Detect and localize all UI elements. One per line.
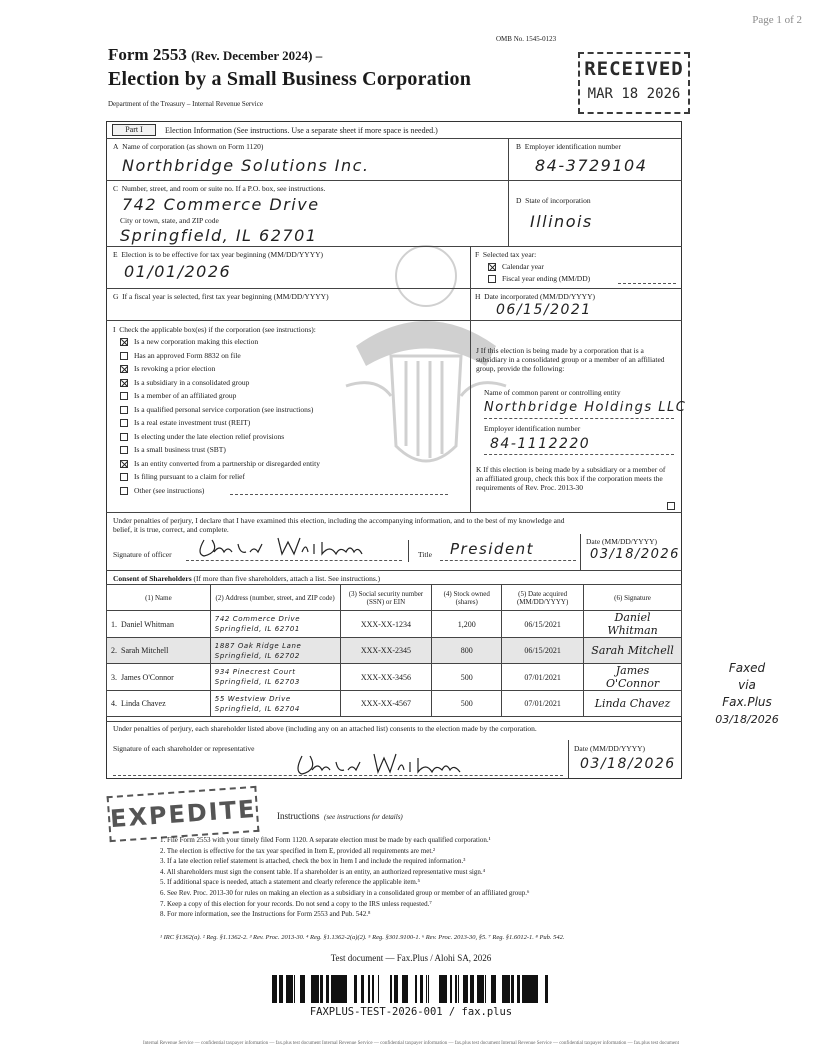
barcode-bar (372, 975, 373, 1003)
barcode-bar (465, 975, 467, 1003)
item-f-letter: F (475, 250, 480, 259)
barcode-bar (517, 975, 520, 1003)
department-line: Department of the Treasury – Internal Revenue Service (108, 100, 263, 108)
date-incorporated-value[interactable]: 06/15/2021 (496, 302, 592, 318)
item-k-letter: K (476, 465, 482, 474)
officer-signature-label: Signature of officer (113, 550, 172, 559)
shareholder-date-value[interactable]: 03/18/2026 (580, 756, 676, 772)
barcode-bar (482, 975, 484, 1003)
barcode-bar (311, 975, 313, 1003)
item-c-letter: C (113, 184, 119, 193)
state-of-incorporation-value[interactable]: Illinois (530, 212, 593, 231)
item-i-option[interactable] (120, 363, 215, 374)
barcode-bar (444, 975, 447, 1003)
divider (106, 320, 682, 321)
item-c-label (113, 184, 325, 193)
barcode-bar (415, 975, 417, 1003)
fax-annotation-line3: Fax.Plus (722, 695, 772, 709)
officer-signature[interactable] (190, 534, 400, 560)
barcode-bar (456, 975, 457, 1003)
barcode-bar (291, 975, 293, 1003)
barcode-bar (345, 975, 347, 1003)
shareholder-row (107, 638, 682, 664)
item-a-label (113, 142, 263, 151)
instructions-heading (277, 811, 403, 821)
instruction-item: 3. If a late election relief statement is attached, check the box in Item I and include the required information.³ (160, 857, 466, 866)
fiscal-year-label: Fiscal year ending (MM/DD) (502, 274, 591, 283)
shareholder-date-cell[interactable]: 07/01/2021 (502, 691, 584, 717)
barcode-bar (494, 975, 496, 1003)
instruction-item: 4. All shareholders must sign the consent table. If a shareholder is an entity, an authorized representative must sign.⁴ (160, 867, 486, 876)
expedite-stamp: EXPEDITE (107, 786, 260, 842)
item-e-text: Election is to be effective for tax year beginning (MM/DD/YYYY) (121, 250, 324, 259)
shareholder-signature[interactable] (290, 748, 480, 778)
divider (106, 246, 682, 247)
officer-signature-scribble (190, 534, 400, 560)
divider (470, 320, 471, 512)
barcode-bar (458, 975, 459, 1003)
barcode-bar (479, 975, 482, 1003)
divider (106, 180, 682, 181)
shareholder-shares-cell[interactable]: 500 (432, 664, 502, 691)
declaration-text: Under penalties of perjury, I declare that I have examined this election, including the accompanying information, and to the best of my knowledge and belief, it is true, correct, and complete. (113, 516, 565, 534)
address-line1: 934 Pinecrest Court (214, 668, 296, 676)
item-i-checkbox[interactable] (120, 419, 128, 427)
part-label: Part I (112, 124, 156, 136)
divider (508, 138, 509, 180)
item-g-label (113, 292, 329, 301)
barcode-bar (378, 975, 379, 1003)
shareholder-date-cell[interactable]: 07/01/2021 (502, 664, 584, 691)
row-number: 1. (111, 619, 117, 629)
other-input-line[interactable] (230, 494, 448, 495)
title-line (440, 560, 576, 561)
received-stamp (578, 52, 690, 114)
page-indicator: Page 1 of 2 (752, 14, 802, 26)
item-i-option-label: Is a real estate investment trust (REIT) (134, 418, 251, 427)
divider (580, 534, 581, 570)
shareholder-shares-cell[interactable]: 500 (432, 691, 502, 717)
footnotes: ¹ IRC §1362(a). ² Reg. §1.1362-2. ³ Rev. Proc. 2013-30. ⁴ Reg. §1.1362-2(a)(2). ⁵ Reg. §301.9100-1. ⁶ Rev. Proc. 2013-30, §5. ⁷ Reg. §1.6012-1. ⁸ Pub. 542. (160, 934, 565, 941)
form-number (108, 45, 322, 65)
divider (106, 288, 682, 289)
consent-title-row (113, 574, 380, 583)
shareholder-name: Linda Chavez (121, 699, 166, 708)
barcode-bar (507, 975, 510, 1003)
barcode-bar (354, 975, 357, 1003)
barcode-bar (395, 975, 398, 1003)
item-i-checkbox[interactable] (120, 487, 128, 495)
barcode-bar (530, 975, 531, 1003)
item-i-checkbox[interactable] (120, 352, 128, 360)
item-a-letter: A (113, 142, 119, 151)
item-i-option-label: Is a small business trust (SBT) (134, 445, 226, 454)
barcode-bar (373, 975, 374, 1003)
barcode-bar (402, 975, 405, 1003)
barcode-bar (368, 975, 370, 1003)
barcode-bar (477, 975, 479, 1003)
item-h-label (475, 292, 595, 301)
item-i-option[interactable] (120, 471, 245, 482)
item-i-option-label: Is revoking a prior election (134, 364, 216, 373)
shareholder-name-cell[interactable] (107, 638, 211, 664)
barcode-bar (279, 975, 282, 1003)
barcode-bar (394, 975, 395, 1003)
barcode-bar (303, 975, 305, 1003)
column-header-name: (1) Name (107, 585, 211, 611)
item-i-checkbox[interactable] (120, 460, 128, 468)
item-i-option[interactable] (120, 404, 313, 415)
divider (106, 138, 682, 139)
shareholder-date-label: Date (MM/DD/YYYY) (574, 744, 646, 753)
shareholder-date-cell[interactable]: 06/15/2021 (502, 638, 584, 664)
item-i-option-label: Is a new corporation making this election (134, 337, 259, 346)
barcode-bar (463, 975, 465, 1003)
fiscal-year-checkbox[interactable] (488, 275, 496, 283)
item-i-option[interactable] (120, 431, 284, 442)
test-document-line: Test document — Fax.Plus / Alohi SA, 2026 (330, 953, 492, 963)
instruction-item: 8. For more information, see the Instructions for Form 2553 and Pub. 542.⁸ (160, 910, 371, 919)
address-line1: 55 Westview Drive (214, 694, 291, 703)
instruction-item: 5. If additional space is needed, attach a statement and clearly reference the applicable item.⁵ (160, 878, 420, 887)
barcode-bar (286, 975, 288, 1003)
barcode-bar (451, 975, 452, 1003)
barcode-bar (493, 975, 494, 1003)
barcode-bar (534, 975, 536, 1003)
shareholder-row (107, 611, 682, 638)
shareholder-date-cell[interactable]: 06/15/2021 (502, 611, 584, 638)
shareholder-table (106, 584, 682, 717)
item-k-block (476, 465, 666, 492)
item-i-option[interactable] (120, 485, 204, 496)
barcode-bar (491, 975, 493, 1003)
divider (408, 540, 409, 562)
barcode-bar (274, 975, 276, 1003)
consent-subtitle: (If more than five shareholders, attach a list. See instructions.) (193, 574, 381, 583)
barcode-bar (470, 975, 473, 1003)
instruction-item: 6. See Rev. Proc. 2013-30 for rules on making an election as a subsidiary in a consolidated group or member of an affiliated group.⁶ (160, 888, 530, 897)
ein-value[interactable]: 84-3729104 (535, 156, 648, 175)
shareholder-signature-line (113, 775, 563, 776)
shareholder-ssn-cell[interactable]: XXX-XX-3456 (340, 664, 432, 691)
barcode-bar (361, 975, 364, 1003)
item-b-label (516, 142, 621, 151)
shareholder-rows (107, 611, 682, 717)
parent-entity-value[interactable]: Northbridge Holdings LLC (484, 400, 687, 415)
barcode-bar (339, 975, 340, 1003)
barcode-bar (442, 975, 444, 1003)
barcode-bar (428, 975, 429, 1003)
shareholder-signature-cell[interactable]: Linda Chavez (584, 691, 682, 717)
item-k-text: If this election is being made by a subsidiary or a member of an affiliated group, check this box if the corporation meets the requirements of Rev. Proc. 2013-30 (476, 465, 666, 492)
consent-title: Consent of Shareholders (113, 574, 192, 583)
barcode-bar (527, 975, 530, 1003)
barcode-bar (545, 975, 548, 1003)
officer-title-value[interactable]: President (450, 540, 535, 558)
shareholder-ssn-cell[interactable]: XXX-XX-4567 (340, 691, 432, 717)
item-c-text: Number, street, and room or suite no. If a P.O. box, see instructions. (121, 184, 326, 193)
barcode-bar (320, 975, 323, 1003)
row-number: 2. (111, 646, 117, 655)
barcode-bar (439, 975, 441, 1003)
shareholder-shares-cell[interactable]: 1,200 (432, 611, 502, 638)
column-header-signature: (6) Signature (584, 585, 682, 611)
item-i-option[interactable] (120, 444, 226, 455)
barcode-bar (426, 975, 427, 1003)
item-j-letter: J (476, 346, 479, 355)
shareholder-address-cell[interactable] (210, 611, 340, 638)
parent-label: Name of common parent or controlling entity (484, 388, 621, 397)
received-date: MAR 18 2026 (587, 86, 681, 102)
barcode-bar (467, 975, 468, 1003)
item-i-text: Check the applicable box(es) if the corporation (see instructions): (119, 325, 316, 334)
calendar-year-option[interactable] (488, 262, 544, 271)
item-i-checkbox[interactable] (120, 433, 128, 441)
form-revision: (Rev. December 2024) – (191, 48, 323, 63)
form-title: Election by a Small Business Corporation (108, 68, 472, 90)
shareholder-address-cell[interactable] (210, 691, 340, 717)
shareholder-signature-label: Signature of each shareholder or representative (113, 744, 255, 753)
item-i-option-label: Is an entity converted from a partnership or disregarded entity (134, 458, 320, 468)
officer-date-value[interactable]: 03/18/2026 (590, 547, 680, 562)
barcode-bar (333, 975, 336, 1003)
fax-annotation-line2: via (738, 678, 756, 692)
city-label: City or town, state, and ZIP code (120, 216, 219, 225)
shareholder-address-cell[interactable] (210, 638, 340, 664)
divider (470, 246, 471, 288)
form-name: Form 2553 (108, 45, 187, 64)
item-i-option-label: Is a qualified personal service corporation (see instructions) (134, 404, 314, 414)
received-label: RECEIVED (584, 58, 684, 80)
row-number: 4. (111, 699, 117, 708)
barcode-bar (276, 975, 277, 1003)
item-f-text: Selected tax year: (482, 250, 537, 259)
instruction-item: 1. File Form 2553 with your timely filed Form 1120. A separate election must be made by each qualified corporation.¹ (160, 836, 491, 844)
consent-text: Under penalties of perjury, each shareholder listed above (including any on an attached list) consents to the election made by the corporation. (113, 724, 537, 733)
item-i-checkbox[interactable] (120, 379, 128, 387)
officer-date-label: Date (MM/DD/YYYY) (586, 537, 658, 546)
barcode-bar (326, 975, 329, 1003)
item-i-option[interactable] (120, 336, 258, 347)
corporation-name-value[interactable]: Northbridge Solutions Inc. (122, 156, 370, 175)
item-i-checkbox[interactable] (120, 365, 128, 373)
shareholder-name-cell[interactable] (107, 664, 211, 691)
item-e-letter: E (113, 250, 118, 259)
street-address-value[interactable]: 742 Commerce Drive (122, 195, 320, 214)
item-i-checkbox[interactable] (120, 392, 128, 400)
item-i-letter: I (113, 325, 116, 334)
officer-signature-line (186, 560, 402, 561)
fiscal-year-option[interactable] (488, 274, 590, 283)
barcode-bar (390, 975, 392, 1003)
shareholder-name-cell[interactable] (107, 691, 211, 717)
item-h-text: Date incorporated (MM/DD/YYYY) (484, 292, 595, 301)
shareholder-row (107, 691, 682, 717)
shareholder-signature-cell[interactable]: Sarah Mitchell (584, 638, 682, 664)
item-b-letter: B (516, 142, 522, 151)
item-j-block (476, 346, 676, 373)
divider (106, 721, 682, 722)
shareholder-row (107, 664, 682, 691)
item-i-checkbox[interactable] (120, 338, 128, 346)
barcode-bar (450, 975, 451, 1003)
item-i-option-label: Is a member of an affiliated group (134, 391, 237, 400)
barcode-bar (272, 975, 274, 1003)
item-i-option[interactable] (120, 458, 320, 469)
instruction-item: 7. Keep a copy of this election for your records. Do not send a copy to the IRS unless requested.⁷ (160, 899, 432, 908)
item-e-label (113, 250, 323, 259)
barcode-bar (405, 975, 408, 1003)
item-d-text: State of incorporation (525, 196, 591, 205)
fax-annotation-date: 03/18/2026 (715, 713, 779, 726)
address-line1: 742 Commerce Drive (214, 615, 301, 623)
column-header-shares: (4) Stock owned (shares) (432, 585, 502, 611)
city-state-zip-value[interactable]: Springfield, IL 62701 (120, 226, 318, 245)
item-i-option-label: Has an approved Form 8832 on file (134, 350, 241, 360)
address-line2: Springfield, IL 62703 (214, 678, 300, 686)
item-i-option-label: Is filing pursuant to a claim for relief (134, 472, 246, 481)
instructions-title: Instructions (277, 811, 320, 821)
item-h-letter: H (475, 292, 481, 301)
instructions-list (160, 835, 529, 920)
barcode-bar (313, 975, 316, 1003)
barcode-bar (531, 975, 534, 1003)
divider (470, 288, 471, 320)
barcode-bar (522, 975, 524, 1003)
item-g-text: If a fiscal year is selected, first tax year beginning (MM/DD/YYYY) (122, 292, 329, 301)
divider (106, 512, 682, 513)
fax-annotation (682, 660, 812, 728)
calendar-year-checkbox[interactable] (488, 263, 496, 271)
instruction-item: 2. The election is effective for the tax year specified in Item E, provided all requirements are met.² (160, 846, 436, 855)
parent-ein-value[interactable]: 84-1112220 (490, 436, 591, 452)
shareholder-name: Sarah Mitchell (121, 646, 169, 655)
shareholder-ssn-cell[interactable]: XXX-XX-1234 (340, 611, 432, 638)
shareholder-signature-scribble (290, 748, 480, 778)
barcode-bar (524, 975, 527, 1003)
item-i-checkbox[interactable] (120, 406, 128, 414)
item-d-letter: D (516, 196, 522, 205)
instructions-subtitle: (see instructions for details) (324, 813, 403, 821)
item-i-label (113, 325, 316, 334)
barcode-bar (331, 975, 333, 1003)
item-g-letter: G (113, 292, 119, 301)
barcode-bar (420, 975, 423, 1003)
barcode-bar (340, 975, 343, 1003)
item-a-text: Name of corporation (as shown on Form 1120) (122, 142, 264, 151)
item-j-text: If this election is being made by a corporation that is a subsidiary in a consolidated group or a member of an affiliated group, provide the following: (476, 346, 665, 373)
title-label: Title (418, 550, 432, 559)
barcode-bar (441, 975, 442, 1003)
divider (568, 740, 569, 778)
barcode-bar (502, 975, 504, 1003)
barcode-bar (343, 975, 345, 1003)
bottom-strip: Internal Revenue Service — confidential taxpayer information — fax.plus test document Internal Revenue Service — confidential taxpayer information — fax.plus test document Internal Revenue Service — confidential taxpayer information — fax.plus test document (142, 1041, 680, 1046)
item-i-checkbox[interactable] (120, 446, 128, 454)
shareholder-name-cell[interactable] (107, 611, 211, 638)
item-i-checkbox[interactable] (120, 473, 128, 481)
item-i-option[interactable] (120, 390, 236, 401)
address-line2: Springfield, IL 62701 (214, 625, 300, 633)
effective-date-value[interactable]: 01/01/2026 (124, 262, 232, 281)
shareholder-name: Daniel Whitman (121, 619, 174, 629)
shareholder-signature-cell[interactable]: James O'Connor (584, 664, 682, 691)
calendar-year-label: Calendar year (502, 262, 544, 271)
barcode-bar (455, 975, 456, 1003)
item-i-option-label: Is a subsidiary in a consolidated group (134, 377, 250, 387)
item-i-option-label: Is electing under the late election relief provisions (134, 431, 285, 441)
shareholder-address-cell[interactable] (210, 664, 340, 691)
barcode-bar (302, 975, 303, 1003)
part-title: Election Information (See instructions. Use a separate sheet if more space is needed.) (165, 126, 438, 135)
fax-annotation-line1: Faxed (728, 661, 766, 675)
barcode-bar (473, 975, 474, 1003)
item-k-checkbox[interactable] (667, 502, 675, 510)
divider (508, 180, 509, 246)
item-b-text: Employer identification number (524, 142, 621, 151)
barcode-bar (294, 975, 295, 1003)
parent-ein-label: Employer identification number (484, 424, 581, 433)
shareholder-signature-cell[interactable]: Daniel Whitman (584, 611, 682, 638)
address-line1: 1887 Oak Ridge Lane (214, 641, 302, 650)
row-number: 3. (111, 672, 117, 682)
parent-ein-line (484, 454, 674, 455)
barcode-bar (316, 975, 319, 1003)
item-d-label (516, 196, 591, 205)
fiscal-year-input-line[interactable] (618, 283, 676, 284)
barcode-bar (300, 975, 302, 1003)
address-line2: Springfield, IL 62702 (214, 651, 300, 660)
barcode (272, 975, 548, 1003)
shareholder-ssn-cell[interactable]: XXX-XX-2345 (340, 638, 432, 664)
item-f-label (475, 250, 536, 259)
column-header-address: (2) Address (number, street, and ZIP code) (210, 585, 340, 611)
barcode-bar (536, 975, 538, 1003)
item-i-option-label: Other (see instructions) (134, 485, 205, 495)
divider (106, 570, 682, 571)
barcode-bar (336, 975, 339, 1003)
barcode-text: FAXPLUS-TEST-2026-001 / fax.plus (309, 1006, 513, 1018)
shareholder-name: James O'Connor (121, 672, 174, 682)
item-i-option[interactable] (120, 350, 241, 361)
shareholder-shares-cell[interactable]: 800 (432, 638, 502, 664)
column-header-date: (5) Date acquired (MM/DD/YYYY) (502, 585, 584, 611)
barcode-bar (485, 975, 486, 1003)
parent-input-line (484, 418, 674, 419)
barcode-bar (282, 975, 283, 1003)
column-header-ssn: (3) Social security number (SSN) or EIN (340, 585, 432, 611)
barcode-bar (511, 975, 514, 1003)
omb-number: OMB No. 1545-0123 (496, 35, 557, 43)
item-i-option[interactable] (120, 417, 250, 428)
item-i-option[interactable] (120, 377, 249, 388)
barcode-bar (504, 975, 507, 1003)
barcode-bar (288, 975, 291, 1003)
address-line2: Springfield, IL 62704 (214, 704, 300, 713)
